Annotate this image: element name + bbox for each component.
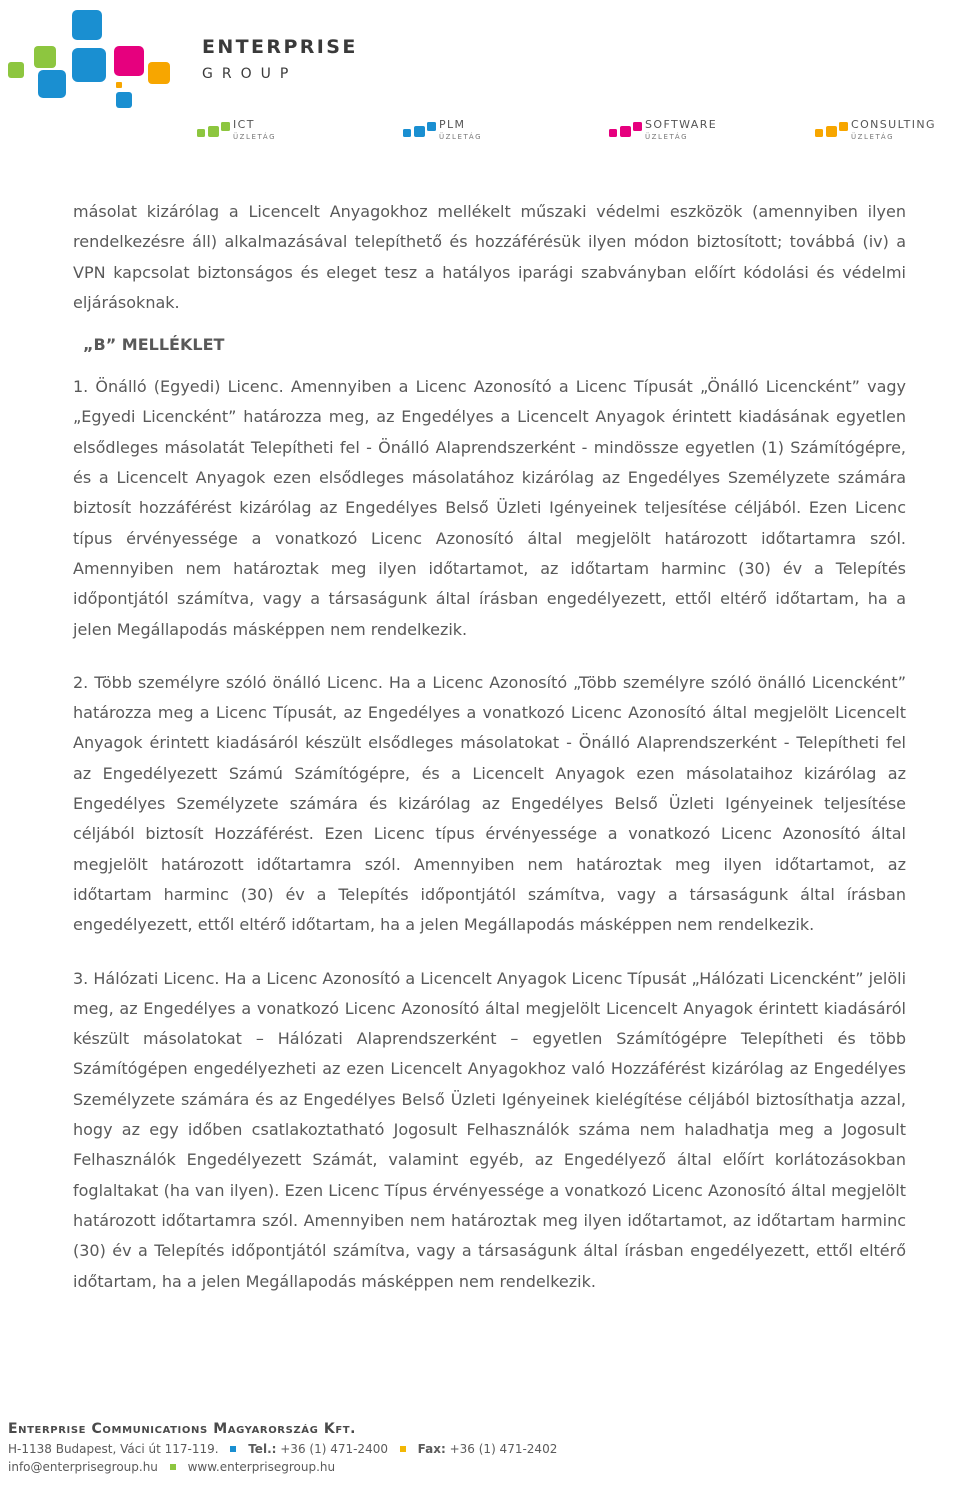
wordmark-group: GROUP xyxy=(202,66,298,82)
consulting-squares-icon xyxy=(815,120,849,142)
bullet-square-icon xyxy=(400,1446,406,1452)
footer-tel[interactable]: +36 (1) 471-2400 xyxy=(280,1442,388,1456)
division-software-sub: ÜZLETÁG xyxy=(645,133,689,141)
footer-company-name: Enterprise Communications Magyarország Kft. xyxy=(8,1421,357,1437)
enterprise-group-logo-icon xyxy=(8,8,188,112)
footer-address: H-1138 Budapest, Váci út 117-119. xyxy=(8,1442,219,1456)
annex-title: „B” MELLÉKLET xyxy=(83,335,225,355)
bullet-square-icon xyxy=(230,1446,236,1452)
division-consulting-sub: ÜZLETÁG xyxy=(851,133,895,141)
footer-web-line xyxy=(8,1458,948,1476)
document-body xyxy=(73,197,906,1297)
footer-fax-label: Fax: xyxy=(417,1442,446,1456)
software-squares-icon xyxy=(609,120,643,142)
section-2-paragraph: 2. Több személyre szóló önálló Licenc. Ha a Licenc Azonosító „Több személyre szóló önálló Licencként” határozza meg a Licenc Típusát, az Engedélyes a vonatkozó Licenc Azonosító által megjelölt Licencelt Anyagok érintett kiadásáról készült elsődleges másolatokat - Önálló Alaprendszerként - Telepítheti fel az Engedélyezett Számú Számítógépre, és a Licencelt Anyagok ezen másolataihoz kizárólag az Engedélyes Személyzete számára és kizárólag az Engedélyes Belső Üzleti Igényeinek teljesítése céljából biztosít Hozzáférést. Ezen Licenc típus érvényessége a vonatkozó Licenc Azonosító által megjelölt határozott időtartamra szól. Amennyiben nem határoztak meg ilyen időtartamot, az időtartam harminc (30) év a Telepítés időpontjától számítva, vagy a társaságunk által írásban engedélyezett, ettől eltérő időtartam, ha a jelen Megállapodás másképpen nem rendelkezik. xyxy=(73,672,906,935)
ict-squares-icon xyxy=(197,120,231,142)
plm-squares-icon xyxy=(403,120,437,142)
bullet-square-icon xyxy=(170,1464,176,1470)
section-1-paragraph: 1. Önálló (Egyedi) Licenc. Amennyiben a Licenc Azonosító a Licenc Típusát „Önálló Licencként” vagy „Egyedi Licencként” határozza meg, az Engedélyes a Licencelt Anyagok érintett kiadásának egyetlen elsődleges másolatát Telepítheti fel - Önálló Alaprendszerként - mindössze egyetlen (1) Számítógépre, és a Licencelt Anyagok ezen elsődleges másolatához kizárólag az Engedélyes Személyzete számára biztosít hozzáférést kizárólag az Engedélyes Belső Üzleti Igényeinek teljesítése céljából. Ezen Licenc típus érvényessége a vonatkozó Licenc Azonosító által megjelölt határozott időtartamra szól. Amennyiben nem határoztak meg ilyen időtartamot, az időtartam harminc (30) év a Telepítés időpontjától számítva, vagy a társaságunk által írásban engedélyezett, ettől eltérő időtartam, ha a jelen Megállapodás másképpen nem rendelkezik. xyxy=(73,377,906,639)
footer-fax: +36 (1) 471-2402 xyxy=(449,1442,558,1456)
company-wordmark xyxy=(202,36,358,84)
letterhead-header xyxy=(0,0,960,150)
division-plm-name: PLM xyxy=(439,118,466,131)
division-consulting-name: CONSULTING xyxy=(851,118,936,131)
footer-website-link[interactable]: www.enterprisegroup.hu xyxy=(187,1460,336,1474)
footer-email-link[interactable]: info@enterprisegroup.hu xyxy=(8,1460,158,1474)
intro-paragraph: másolat kizárólag a Licencelt Anyagokhoz mellékelt műszaki védelmi eszközök (amennyiben ilyen rendelkezésre áll) alkalmazásával telepíthető és hozzáférésük ilyen módon biztosított; továbbá (iv) a VPN kapcsolat biztonságos és eleget tesz a hatályos iparági szabványban előírt kódolási és védelmi eljárásoknak. xyxy=(73,202,906,312)
paragraph-spacer xyxy=(73,645,906,668)
section-3-paragraph: 3. Hálózati Licenc. Ha a Licenc Azonosító a Licencelt Anyagok Licenc Típusát „Hálózati Licencként” jelöli meg, az Engedélyes a vonatkozó Licenc Azonosító által megjelölt Licencelt Anyagok érintett kiadásáról készült másolatokat – Hálózati Alaprendszerként – egyetlen Számítógépre Telepítheti és több Számítógépen engedélyezheti az ezen Licencelt Anyagokhoz való Hozzáférést kizárólag az Engedélyes Személyzete számára és az Engedélyes Belső Üzleti Igényeinek kielégítése céljából biztosíthatja azzal, hogy az egy időben csatlakoztatható Jogosult Felhasználók száma nem haladhatja meg a Jogosult Felhasználók Engedélyezett Számát, valamint egyéb, az Engedélyező által előírt korlátozásokban foglaltakat (ha van ilyen). Ezen Licenc Típus érvényessége a vonatkozó Licenc Azonosító által megjelölt határozott időtartamra szól. Amennyiben nem határoztak meg ilyen időtartamot, az időtartam harminc (30) év a Telepítés időpontjától számítva, vagy a társaságunk által írásban engedélyezett, ettől eltérő időtartam, ha a jelen Megállapodás másképpen nem rendelkezik. xyxy=(73,968,907,1291)
footer-tel-label: Tel.: xyxy=(248,1442,277,1456)
letterhead-footer xyxy=(8,1418,948,1476)
paragraph-spacer xyxy=(73,941,906,964)
division-plm-sub: ÜZLETÁG xyxy=(439,133,483,141)
division-software-name: SOFTWARE xyxy=(645,118,718,131)
footer-contact-line xyxy=(8,1440,948,1458)
wordmark-enterprise: ENTERPRISE xyxy=(202,36,358,58)
division-ict-sub: ÜZLETÁG xyxy=(233,133,277,141)
division-ict-name: ICT xyxy=(233,118,255,131)
